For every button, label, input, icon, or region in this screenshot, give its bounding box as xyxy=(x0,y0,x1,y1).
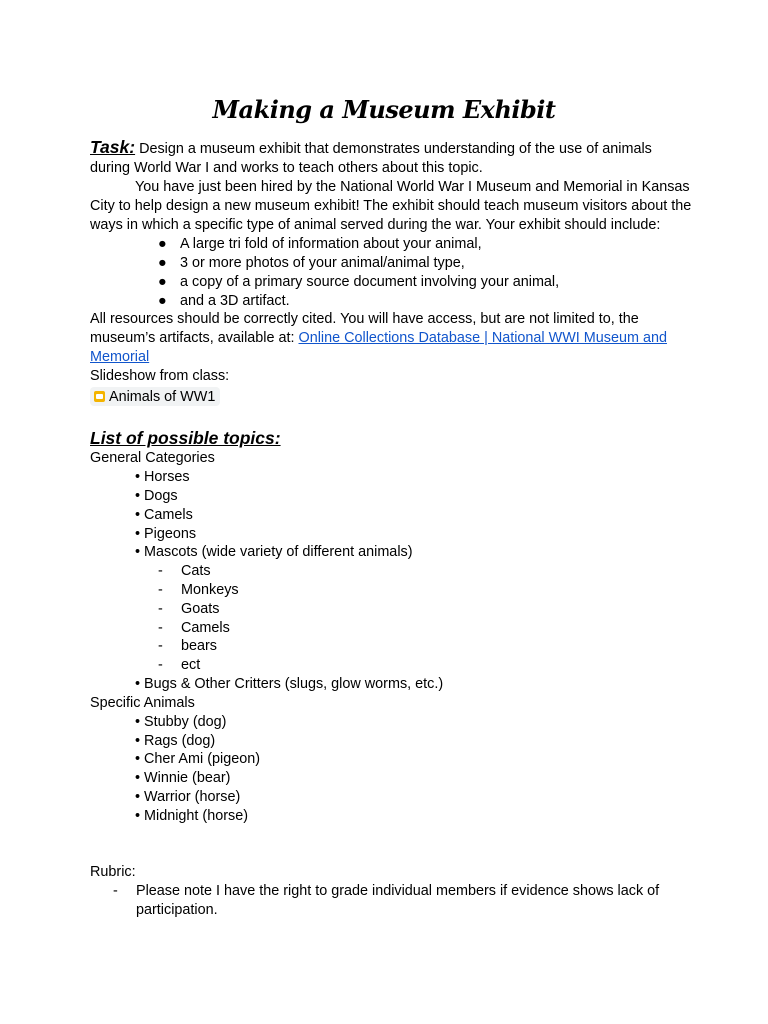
specific-item: • Rags (dog) xyxy=(135,733,216,749)
slides-icon xyxy=(94,391,105,402)
rubric-note-2: participation. xyxy=(136,902,218,918)
document-title: Making a Museum Exhibit xyxy=(212,95,556,124)
include-item: a copy of a primary source document involving your animal, xyxy=(180,274,560,290)
slideshow-chip-text: Animals of WW1 xyxy=(109,388,216,405)
slideshow-chip[interactable] xyxy=(90,387,220,406)
mascot-item: Goats xyxy=(181,601,220,617)
mascot-item: ect xyxy=(181,657,201,673)
resources-line-2-prefix: museum’s artifacts, available at: xyxy=(90,330,299,346)
task-line-1 xyxy=(90,138,652,159)
rubric-label: Rubric: xyxy=(90,864,136,880)
intro-line-1: You have just been hired by the National World War I Museum and Memorial in Kansas xyxy=(135,179,690,195)
mascot-item: bears xyxy=(181,638,217,654)
mascot-item: Cats xyxy=(181,563,211,579)
task-label: Task: xyxy=(90,137,136,157)
rubric-note-1: Please note I have the right to grade individual members if evidence shows lack of xyxy=(136,883,660,899)
dash-marker: - xyxy=(158,601,163,617)
collections-database-link-cont[interactable]: Memorial xyxy=(90,349,150,365)
bullet-icon: ● xyxy=(158,255,167,271)
dash-marker: - xyxy=(158,657,163,673)
slideshow-label: Slideshow from class: xyxy=(90,368,230,384)
specific-item: • Winnie (bear) xyxy=(135,770,231,786)
mascot-item: Camels xyxy=(181,620,230,636)
general-item: • Dogs xyxy=(135,488,178,504)
include-item: A large tri fold of information about your animal, xyxy=(180,236,482,252)
bullet-icon: ● xyxy=(158,236,167,252)
include-item: and a 3D artifact. xyxy=(180,293,290,309)
specific-item: • Warrior (horse) xyxy=(135,789,241,805)
dash-marker: - xyxy=(158,563,163,579)
dash-marker: - xyxy=(113,883,118,899)
dash-marker: - xyxy=(158,582,163,598)
task-text-2: during World War I and works to teach others about this topic. xyxy=(90,160,483,176)
specific-item: • Stubby (dog) xyxy=(135,714,227,730)
resources-line-1: All resources should be correctly cited. You will have access, but are not limited to, the xyxy=(90,311,639,327)
intro-line-2: City to help design a new museum exhibit! The exhibit should teach museum visitors about the xyxy=(90,198,692,214)
specific-animals-label: Specific Animals xyxy=(90,695,195,711)
specific-item: • Midnight (horse) xyxy=(135,808,249,824)
bullet-icon: ● xyxy=(158,274,167,290)
dash-marker: - xyxy=(158,638,163,654)
task-text-1: Design a museum exhibit that demonstrates understanding of the use of animals xyxy=(135,141,652,157)
resources-line-3 xyxy=(90,348,149,367)
general-categories-label: General Categories xyxy=(90,450,215,466)
include-item: 3 or more photos of your animal/animal type, xyxy=(180,255,465,271)
collections-database-link[interactable]: Online Collections Database | National WWI Museum and xyxy=(298,330,667,346)
intro-line-3: ways in which a specific type of animal served during the war. Your exhibit should include: xyxy=(90,217,661,233)
general-item: • Mascots (wide variety of different animals) xyxy=(135,544,413,560)
general-item-bugs: • Bugs & Other Critters (slugs, glow worms, etc.) xyxy=(135,676,444,692)
mascot-item: Monkeys xyxy=(181,582,239,598)
dash-marker: - xyxy=(158,620,163,636)
general-item: • Pigeons xyxy=(135,526,197,542)
resources-line-2 xyxy=(90,329,667,348)
specific-item: • Cher Ami (pigeon) xyxy=(135,751,261,767)
bullet-icon: ● xyxy=(158,293,167,309)
general-item: • Camels xyxy=(135,507,193,523)
topics-heading: List of possible topics: xyxy=(90,428,281,448)
general-item: • Horses xyxy=(135,469,190,485)
